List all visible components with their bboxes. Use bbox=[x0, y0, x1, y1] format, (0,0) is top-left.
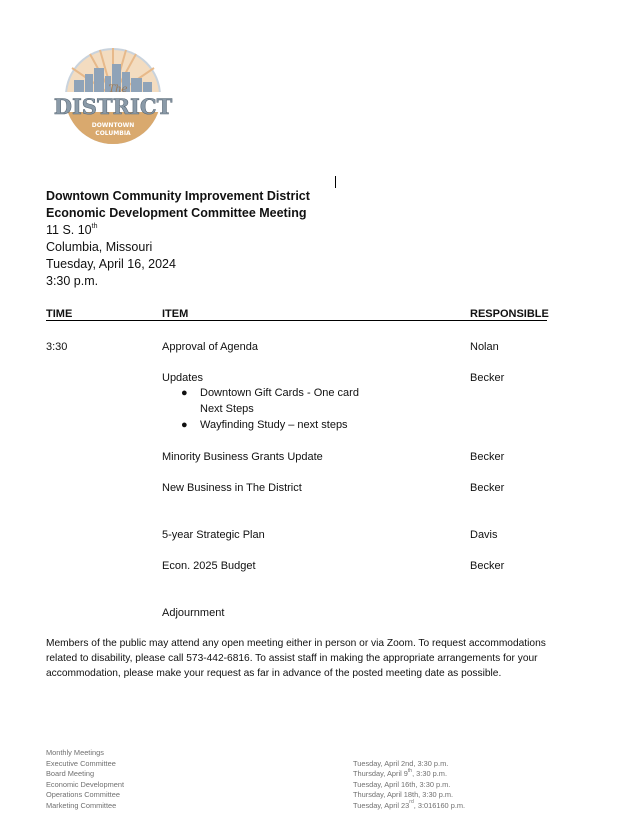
footer-when-2-sup: th bbox=[407, 767, 413, 774]
col-responsible: RESPONSIBLE bbox=[470, 308, 549, 320]
address-main: 11 S. 10 bbox=[46, 223, 92, 237]
footer-when-5 bbox=[353, 801, 465, 812]
footer-when-2-pre: Thursday, April 9 bbox=[353, 769, 408, 778]
footer-when-1: Tuesday, April 2nd, 3:30 p.m. bbox=[353, 758, 449, 768]
row1-time: 3:30 bbox=[46, 341, 68, 353]
row6-responsible: Becker bbox=[470, 560, 505, 572]
row4-item: New Business in The District bbox=[162, 482, 302, 494]
footer-name-3: Economic Development bbox=[46, 779, 125, 789]
footer-name-4: Operations Committee bbox=[46, 790, 120, 799]
row4-responsible: Becker bbox=[470, 482, 505, 494]
footer-heading: Monthly Meetings bbox=[46, 748, 104, 757]
notice-line-1: Members of the public may attend any open meeting either in person or via Zoom. To request accommodations bbox=[46, 638, 546, 649]
footer-when-2 bbox=[353, 769, 447, 780]
footer-name-1: Executive Committee bbox=[46, 758, 116, 768]
footer-name-2: Board Meeting bbox=[46, 769, 95, 778]
row5-responsible: Davis bbox=[470, 529, 498, 541]
footer-when-5-pre: Tuesday, April 23 bbox=[353, 800, 410, 810]
column-underline bbox=[46, 320, 547, 321]
bullet2-text: Wayfinding Study – next steps bbox=[200, 419, 348, 431]
col-item: ITEM bbox=[162, 308, 189, 320]
district-logo bbox=[52, 46, 174, 148]
bullet1-text: Downtown Gift Cards - One card bbox=[200, 387, 359, 399]
col-time: TIME bbox=[46, 308, 73, 320]
notice-line-2: related to disability, please call 573-442-6816. To assist staff in making the appropriate arrangements for your bbox=[46, 653, 538, 664]
footer-when-4: Thursday, April 18th, 3:30 p.m. bbox=[353, 790, 454, 799]
row1-item: Approval of Agenda bbox=[162, 341, 259, 353]
meeting-time: 3:30 p.m. bbox=[46, 274, 99, 288]
logo-word: DISTRICT bbox=[53, 94, 173, 119]
meeting-city: Columbia, Missouri bbox=[46, 240, 153, 254]
bullet-dot-1: ● bbox=[181, 387, 188, 399]
row5-item: 5-year Strategic Plan bbox=[162, 529, 265, 541]
footer-name-5: Marketing Committee bbox=[46, 800, 117, 810]
meeting-header bbox=[46, 188, 310, 290]
logo-sub1: DOWNTOWN bbox=[91, 122, 135, 129]
bullet-dot-2: ● bbox=[181, 419, 188, 431]
logo-sub2: COLUMBIA bbox=[95, 130, 131, 137]
meeting-title: Economic Development Committee Meeting bbox=[46, 206, 307, 220]
row3-responsible: Becker bbox=[470, 451, 505, 463]
meeting-date: Tuesday, April 16, 2024 bbox=[46, 257, 176, 271]
row3-item: Minority Business Grants Update bbox=[162, 451, 323, 463]
bullet1-continuation: Next Steps bbox=[200, 403, 254, 415]
footer-when-3: Tuesday, April 16th, 3:30 p.m. bbox=[353, 779, 451, 789]
public-notice bbox=[46, 636, 586, 681]
meeting-address bbox=[46, 222, 310, 239]
row2-responsible: Becker bbox=[470, 372, 505, 384]
row2-item: Updates bbox=[162, 372, 203, 384]
footer-when-5-post: , 3:016160 p.m. bbox=[413, 800, 466, 810]
district-title: Downtown Community Improvement District bbox=[46, 189, 310, 203]
notice-line-3: accommodation, please make your request as far in advance of the posted meeting date as possible. bbox=[46, 668, 502, 679]
row6-item: Econ. 2025 Budget bbox=[162, 560, 256, 572]
text-cursor bbox=[335, 176, 336, 188]
logo-the: The bbox=[108, 84, 128, 95]
footer-when-2-post: , 3:30 p.m. bbox=[412, 769, 447, 778]
row7-item: Adjournment bbox=[162, 607, 225, 619]
footer-when-5-sup: rd bbox=[409, 799, 414, 806]
row1-responsible: Nolan bbox=[470, 341, 499, 353]
address-sup: th bbox=[91, 222, 98, 230]
